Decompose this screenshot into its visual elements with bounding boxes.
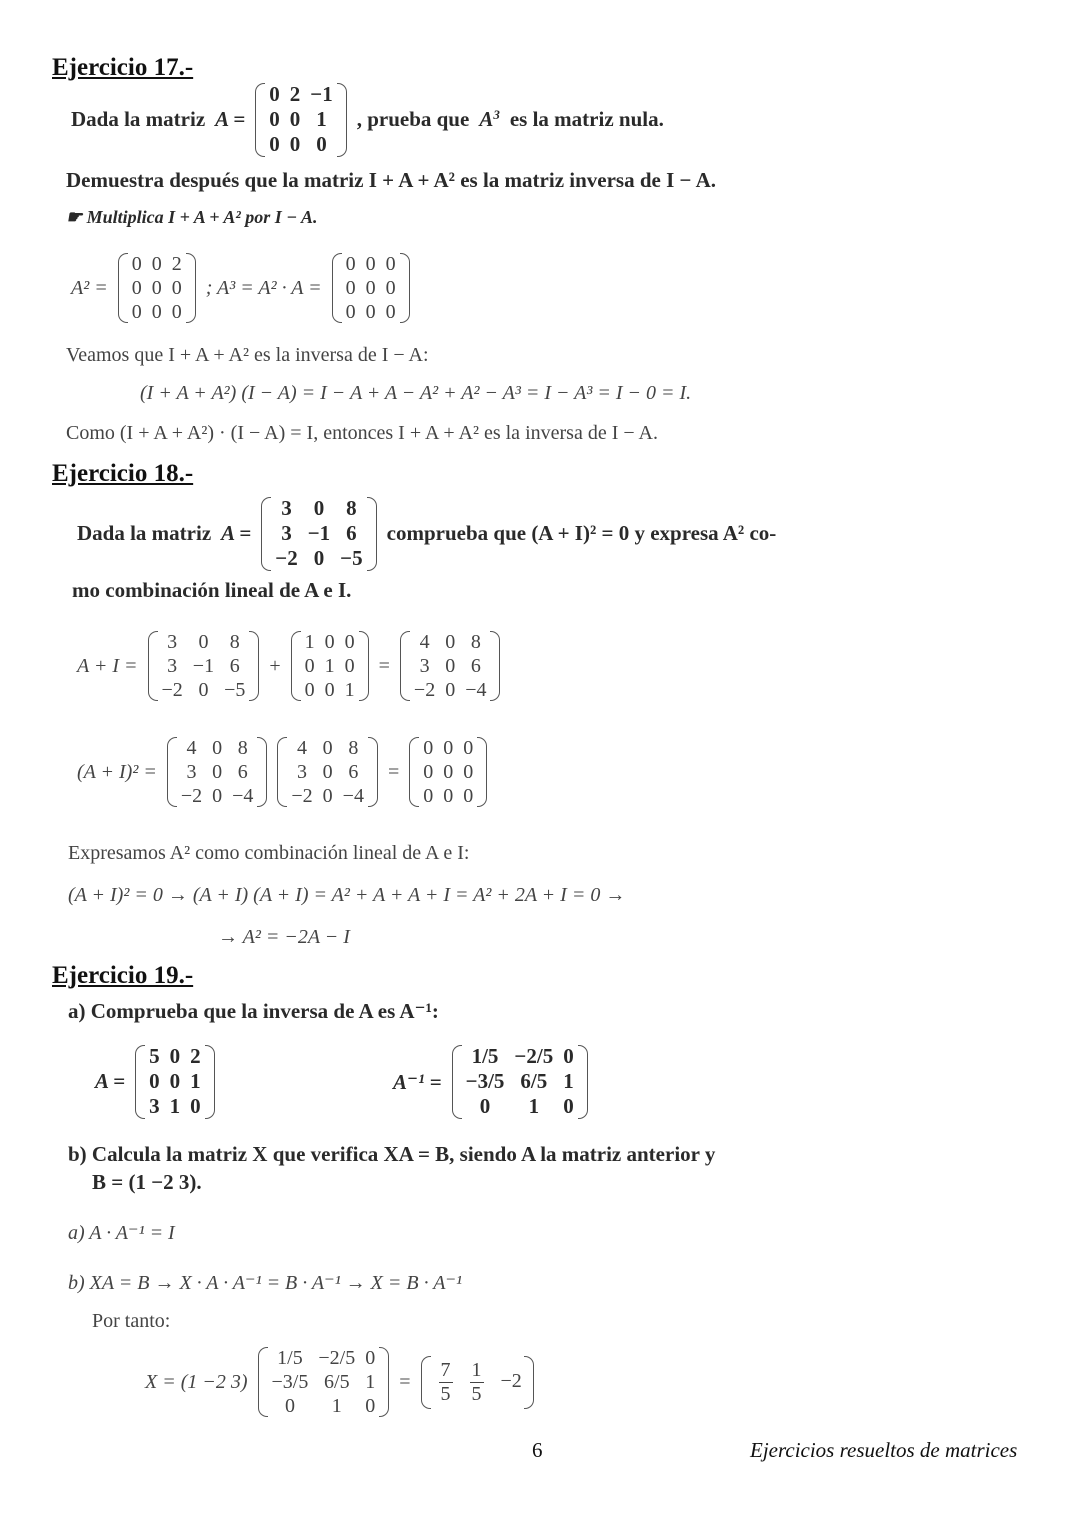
ex18-matrix-api-2: 4 0 8 3 0 6 −2 0 −4 bbox=[277, 736, 378, 808]
ex18-matrix-a2: 3 0 8 3 −1 6 −2 0 −5 bbox=[148, 630, 260, 702]
ex17-a3: $A^3$ bbox=[479, 107, 500, 132]
equals-sign: = bbox=[387, 760, 400, 783]
equals-sign: = bbox=[378, 654, 390, 677]
ex17-title: Ejercicio 17.- bbox=[52, 54, 194, 81]
ex17-matrix-a3: 0 0 0 0 0 0 0 0 0 bbox=[332, 252, 410, 324]
ex17-hint: ☛ Multiplica I + A + A² por I − A. bbox=[66, 207, 318, 227]
page-number: 6 bbox=[532, 1438, 543, 1462]
ex19-title: Ejercicio 19.- bbox=[52, 962, 194, 989]
ex19-matrix-ainv-block bbox=[388, 1044, 593, 1120]
ex19-ainv-label: A⁻¹ = bbox=[393, 1069, 442, 1094]
ex18-sq-label: (A + I)² = bbox=[77, 760, 157, 783]
ex19-sol-a: a) A · A⁻¹ = I bbox=[68, 1222, 175, 1244]
ex19-result-row bbox=[421, 1355, 534, 1410]
ex17-como: Como (I + A + A²) · (I − A) = I, entonces I + A + A² es la inversa de I − A. bbox=[66, 422, 658, 444]
ex19-x-label: X = (1 −2 3) bbox=[145, 1370, 248, 1393]
ex17-a-label: A = bbox=[215, 107, 246, 132]
ex19-a-label: A = bbox=[95, 1069, 126, 1094]
ex18-matrix-api-1: 4 0 8 3 0 6 −2 0 −4 bbox=[167, 736, 268, 808]
ex19-matrix-ainv-2: 1/5 −2/5 0 −3/5 6/5 1 0 1 0 bbox=[258, 1346, 390, 1418]
ex17-stmt-a: Dada la matriz bbox=[71, 107, 206, 132]
result-third: −2 bbox=[500, 1369, 522, 1392]
ex17-line2: Demuestra después que la matriz I + A + A² es la matriz inversa de I − A. bbox=[66, 168, 716, 192]
ex18-square bbox=[72, 736, 492, 808]
fraction-2: $\frac{1}{5}$ bbox=[471, 1358, 482, 1405]
ex19-a-statement: a) Comprueba que la inversa de A es A⁻¹: bbox=[68, 999, 439, 1023]
ex18-a-plus-i bbox=[72, 630, 505, 702]
ex17-stmt-c: es la matriz nula. bbox=[509, 107, 664, 132]
footer-title: Ejercicios resueltos de matrices bbox=[750, 1438, 1018, 1462]
ex19-matrix-ainv: 1/5 −2/5 0 −3/5 6/5 1 0 1 0 bbox=[452, 1044, 588, 1120]
ex18-stmt-c: mo combinación lineal de A e I. bbox=[72, 578, 352, 602]
ex18-stmt-a: Dada la matriz bbox=[77, 521, 212, 546]
ex17-a2-a3 bbox=[66, 252, 415, 324]
ex19-matrix-a: 5 0 2 0 0 1 3 1 0 bbox=[135, 1044, 215, 1120]
ex18-matrix-api: 4 0 8 3 0 6 −2 0 −4 bbox=[400, 630, 501, 702]
ex18-matrix-a: 3 0 8 3 −1 6 −2 0 −5 bbox=[261, 496, 376, 572]
ex19-b-statement-1: b) Calcula la matriz X que verifica XA = B, siendo A la matriz anterior y bbox=[68, 1142, 716, 1166]
ex18-a-label: A = bbox=[221, 521, 252, 546]
ex17-statement bbox=[66, 82, 669, 158]
ex18-matrix-identity: 1 0 0 0 1 0 0 0 1 bbox=[291, 630, 369, 702]
ex17-veamos: Veamos que I + A + A² es la inversa de I − A: bbox=[66, 344, 429, 366]
ex18-chain1: (A + I)² = 0 → (A + I) (A + I) = A² + A + A + I = A² + 2A + I = 0 → bbox=[68, 884, 626, 906]
ex19-sol-b: b) XA = B → X · A · A⁻¹ = B · A⁻¹ → X = B · A⁻¹ bbox=[68, 1272, 463, 1294]
ex17-matrix-a: 0 2 −1 0 0 1 0 0 0 bbox=[255, 82, 346, 158]
ex17-a3-label: ; A³ = A² · A = bbox=[205, 276, 322, 299]
ex18-expresamos: Expresamos A² como combinación lineal de A e I: bbox=[68, 842, 470, 864]
ex17-matrix-a2: 0 0 2 0 0 0 0 0 0 bbox=[118, 252, 196, 324]
ex18-title: Ejercicio 18.- bbox=[52, 460, 194, 487]
ex18-chain2: → A² = −2A − I bbox=[218, 926, 350, 948]
plus-sign: + bbox=[269, 654, 281, 677]
equals-sign: = bbox=[399, 1370, 411, 1393]
ex17-stmt-b: , prueba que bbox=[356, 107, 470, 132]
ex18-statement bbox=[72, 496, 781, 572]
ex18-api-label: A + I = bbox=[77, 654, 138, 677]
ex19-por-tanto: Por tanto: bbox=[92, 1310, 171, 1332]
ex19-matrix-a-block bbox=[90, 1044, 220, 1120]
ex18-matrix-zero: 0 0 0 0 0 0 0 0 0 bbox=[409, 736, 487, 808]
ex17-equation: (I + A + A²) (I − A) = I − A + A − A² + A² − A³ = I − A³ = I − 0 = I. bbox=[140, 382, 692, 404]
ex17-a2-label: A² = bbox=[71, 276, 108, 299]
ex19-x-result bbox=[140, 1346, 539, 1418]
fraction-1: $\frac{7}{5}$ bbox=[440, 1358, 451, 1405]
ex18-stmt-b: comprueba que (A + I)² = 0 y expresa A² co- bbox=[386, 521, 777, 546]
ex19-b-statement-2: B = (1 −2 3). bbox=[92, 1170, 202, 1194]
